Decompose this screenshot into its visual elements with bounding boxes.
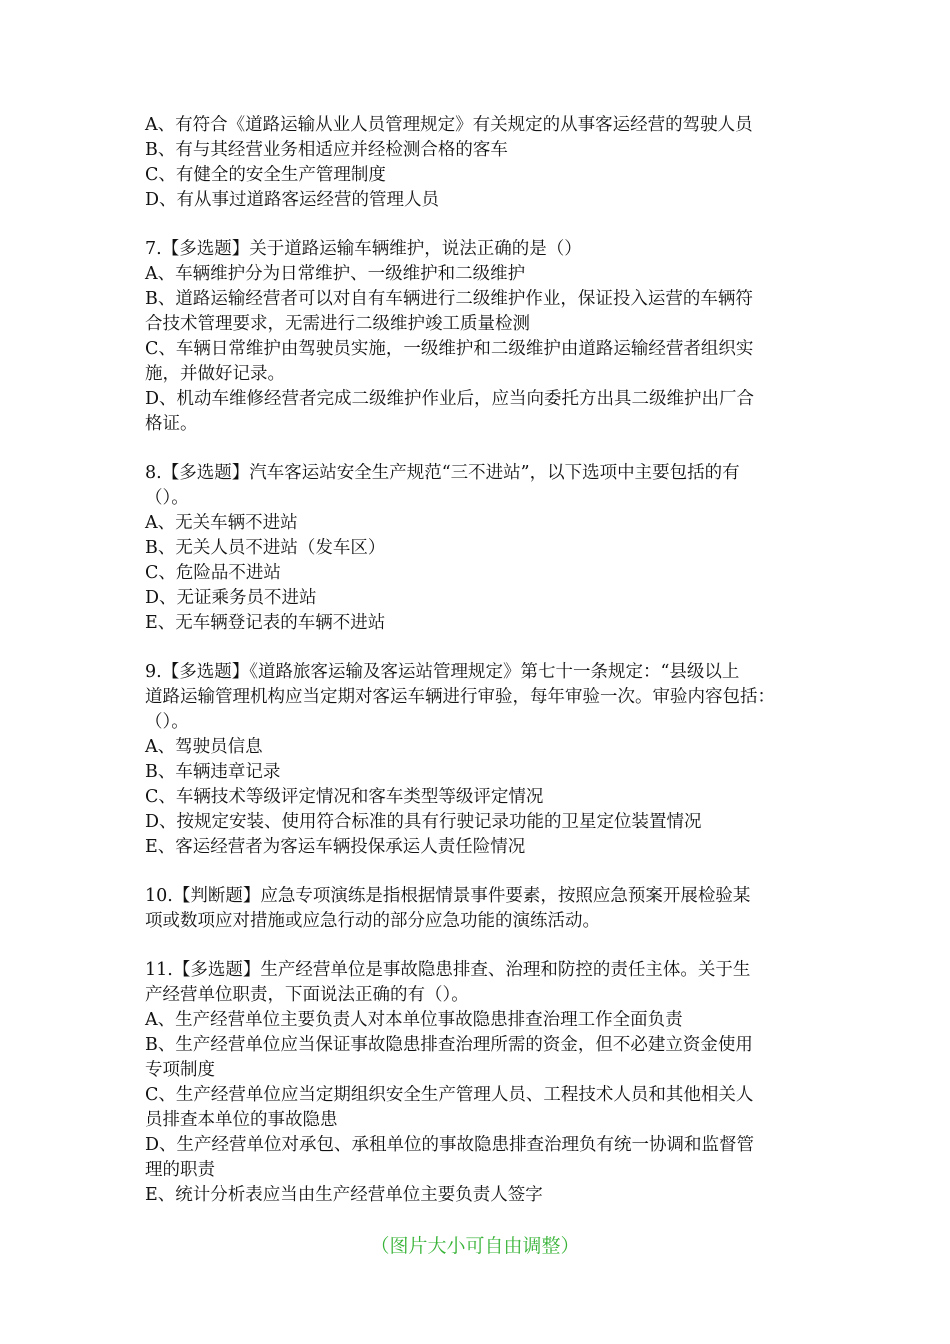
block-gap	[145, 636, 813, 660]
text-line: （）。	[145, 712, 189, 732]
question-block	[145, 958, 813, 1208]
footer-note: （图片大小可自由调整）	[370, 1235, 580, 1257]
text-line: A、车辆维护分为日常维护、一级维护和二级维护	[145, 264, 526, 284]
text-line: D、按规定安装、使用符合标准的具有行驶记录功能的卫星定位装置情况	[145, 812, 702, 832]
question-block	[145, 660, 813, 860]
text-line: A、生产经营单位主要负责人对本单位事故隐患排查治理工作全面负责	[145, 1010, 683, 1030]
text-line: B、无关人员不进站（发车区）	[145, 538, 386, 558]
text-line: 项或数项应对措施或应急行动的部分应急功能的演练活动。	[145, 911, 600, 931]
question-content	[145, 113, 813, 1208]
text-line: 11.【多选题】生产经营单位是事故隐患排查、治理和防控的责任主体。关于生	[145, 960, 751, 980]
text-line: （）。	[145, 488, 189, 508]
text-line: E、统计分析表应当由生产经营单位主要负责人签字	[145, 1185, 543, 1205]
text-line: 产经营单位职责，下面说法正确的有（）。	[145, 985, 469, 1005]
text-line: 合技术管理要求，无需进行二级维护竣工质量检测	[145, 314, 530, 334]
question-block	[145, 884, 813, 934]
text-line: C、车辆技术等级评定情况和客车类型等级评定情况	[145, 787, 544, 807]
text-line: 10.【判断题】应急专项演练是指根据情景事件要素，按照应急预案开展检验某	[145, 886, 751, 906]
text-line: C、生产经营单位应当定期组织安全生产管理人员、工程技术人员和其他相关人	[145, 1085, 754, 1105]
text-line: 理的职责	[145, 1160, 215, 1180]
text-line: B、生产经营单位应当保证事故隐患排查治理所需的资金，但不必建立资金使用	[145, 1035, 753, 1055]
text-line: 8.【多选题】汽车客运站安全生产规范“三不进站”，以下选项中主要包括的有	[145, 463, 740, 483]
text-line: D、有从事过道路客运经营的管理人员	[145, 190, 440, 210]
text-line: A、驾驶员信息	[145, 737, 263, 757]
text-line: B、有与其经营业务相适应并经检测合格的客车	[145, 140, 508, 160]
block-gap	[145, 437, 813, 461]
block-gap	[145, 213, 813, 237]
text-line: 道路运输管理机构应当定期对客运车辆进行审验，每年审验一次。审验内容包括：	[145, 687, 775, 707]
block-gap	[145, 934, 813, 958]
text-line: 7.【多选题】关于道路运输车辆维护，说法正确的是（）	[145, 239, 582, 259]
text-line: D、机动车维修经营者完成二级维护作业后，应当向委托方出具二级维护出厂合	[145, 389, 755, 409]
text-line: A、有符合《道路运输从业人员管理规定》有关规定的从事客运经营的驾驶人员	[145, 115, 753, 135]
text-line: E、客运经营者为客运车辆投保承运人责任险情况	[145, 837, 526, 857]
text-line: D、生产经营单位对承包、承租单位的事故隐患排查治理负有统一协调和监督管	[145, 1135, 755, 1155]
question-block	[145, 113, 813, 213]
text-line: A、无关车辆不进站	[145, 513, 298, 533]
text-line: C、危险品不进站	[145, 563, 281, 583]
question-block	[145, 461, 813, 636]
block-gap	[145, 860, 813, 884]
text-line: D、无证乘务员不进站	[145, 588, 317, 608]
text-line: 员排查本单位的事故隐患	[145, 1110, 338, 1130]
text-line: 施，并做好记录。	[145, 364, 285, 384]
text-line: 专项制度	[145, 1060, 215, 1080]
text-line: C、有健全的安全生产管理制度	[145, 165, 386, 185]
text-line: E、无车辆登记表的车辆不进站	[145, 613, 386, 633]
text-line: C、车辆日常维护由驾驶员实施，一级维护和二级维护由道路运输经营者组织实	[145, 339, 754, 359]
text-line: 格证。	[145, 414, 198, 434]
text-line: B、道路运输经营者可以对自有车辆进行二级维护作业，保证投入运营的车辆符	[145, 289, 753, 309]
question-block	[145, 237, 813, 437]
text-line: 9.【多选题】《道路旅客运输及客运站管理规定》第七十一条规定：“县级以上	[145, 662, 740, 682]
text-line: B、车辆违章记录	[145, 762, 281, 782]
